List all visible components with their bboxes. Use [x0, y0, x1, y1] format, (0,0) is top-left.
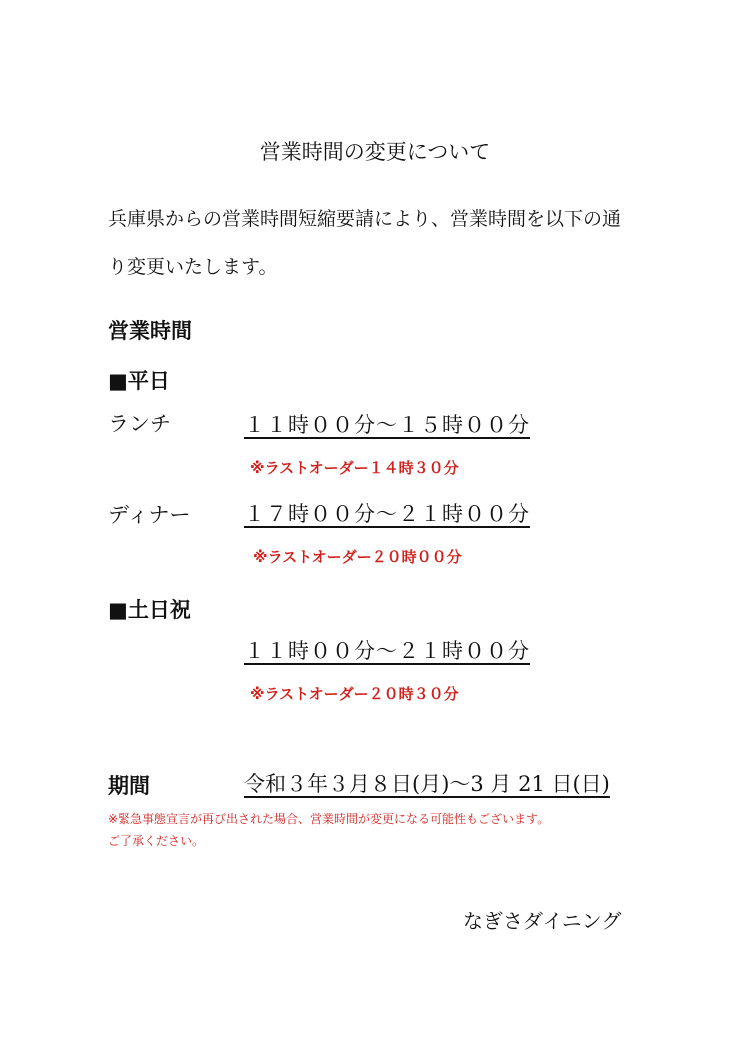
dinner-label: ディナー — [108, 503, 191, 527]
intro-line-1: 兵庫県からの営業時間短縮要請により、営業時間を以下の通 — [108, 208, 622, 230]
weekend-heading: ■土日祝 — [108, 598, 191, 622]
weekend-last-order: ※ラストオーダー２０時３０分 — [250, 685, 459, 703]
weekend-time-range: １１時００分～２１時００分 — [244, 639, 530, 663]
intro-line-2: り変更いたします。 — [108, 256, 278, 278]
hours-heading: 営業時間 — [108, 319, 192, 343]
lunch-time-range: １１時００分～１５時００分 — [244, 413, 530, 437]
lunch-last-order: ※ラストオーダー１４時３０分 — [250, 459, 459, 477]
page-title: 営業時間の変更について — [259, 140, 491, 164]
signature: なぎさダイニング — [463, 909, 622, 933]
weekday-heading: ■平日 — [108, 369, 170, 393]
period-label: 期間 — [108, 774, 150, 798]
lunch-label: ランチ — [108, 412, 171, 436]
dinner-last-order: ※ラストオーダー２０時００分 — [253, 548, 462, 566]
note-line-2: ご了承ください。 — [108, 834, 205, 848]
note-line-1: ※緊急事態宣言が再び出された場合、営業時間が変更になる可能性もございます。 — [108, 812, 550, 826]
period-value: 令和３年３月８日(月)～3 月 21 日(日) — [244, 772, 610, 796]
dinner-time-range: １７時００分～２１時００分 — [244, 502, 530, 526]
